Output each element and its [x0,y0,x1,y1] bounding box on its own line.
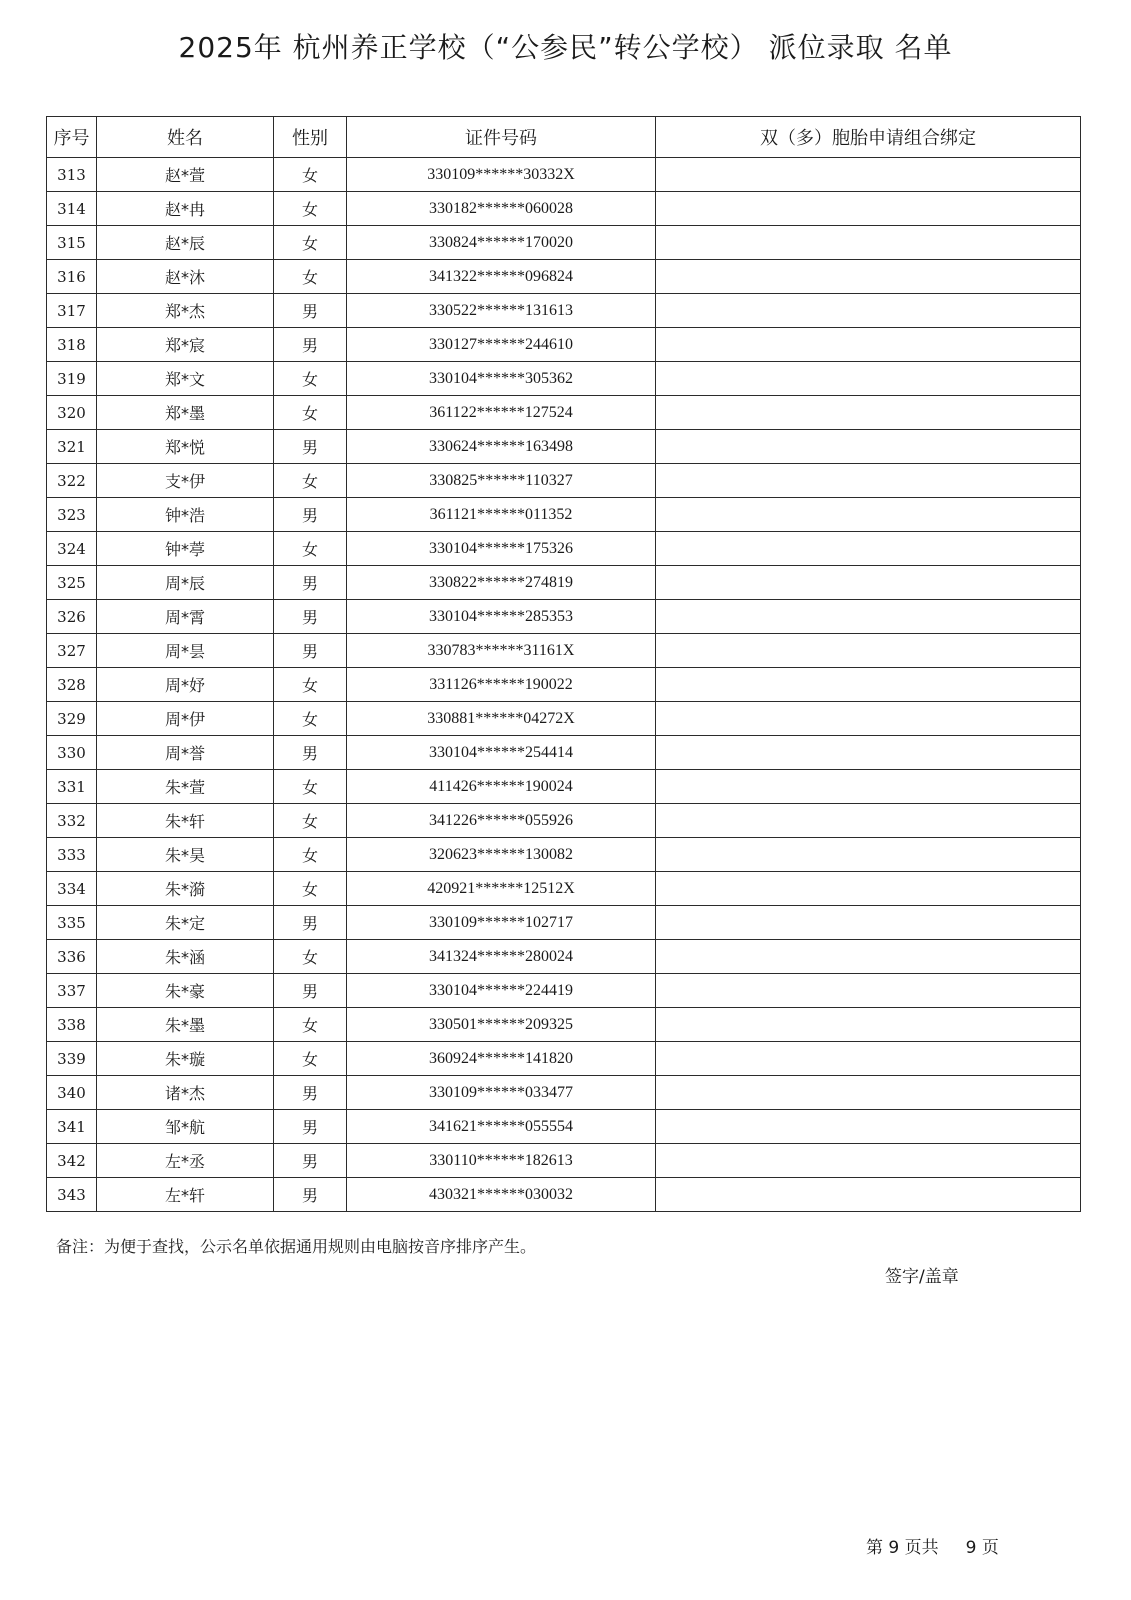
row-index: 334 [47,872,97,906]
row-name: 朱*墨 [97,1008,274,1042]
row-name: 赵*萱 [97,158,274,192]
row-id-number: 320623******130082 [347,838,656,872]
row-index: 328 [47,668,97,702]
row-gender: 男 [274,1110,347,1144]
row-index: 342 [47,1144,97,1178]
row-index: 321 [47,430,97,464]
row-twin-binding [656,940,1081,974]
row-name: 郑*宸 [97,328,274,362]
row-index: 343 [47,1178,97,1212]
header-twin-binding: 双（多）胞胎申请组合绑定 [656,117,1081,158]
row-id-number: 331126******190022 [347,668,656,702]
pager-middle: 页共 [904,1538,939,1558]
row-id-number: 330881******04272X [347,702,656,736]
row-twin-binding [656,226,1081,260]
row-id-number: 330109******102717 [347,906,656,940]
row-twin-binding [656,464,1081,498]
table-row [47,1076,1081,1110]
row-index: 326 [47,600,97,634]
table-row [47,600,1081,634]
row-gender: 女 [274,872,347,906]
row-name: 朱*定 [97,906,274,940]
footnote: 备注：为便于查找，公示名单依据通用规则由电脑按音序排序产生。 [56,1237,537,1256]
row-name: 周*昙 [97,634,274,668]
row-gender: 女 [274,396,347,430]
row-name: 郑*杰 [97,294,274,328]
table-row [47,464,1081,498]
row-twin-binding [656,600,1081,634]
table-row [47,1008,1081,1042]
row-name: 邹*航 [97,1110,274,1144]
row-gender: 女 [274,158,347,192]
row-index: 320 [47,396,97,430]
row-index: 313 [47,158,97,192]
row-name: 郑*墨 [97,396,274,430]
row-name: 朱*萱 [97,770,274,804]
row-twin-binding [656,974,1081,1008]
row-name: 周*妤 [97,668,274,702]
row-twin-binding [656,294,1081,328]
table-row [47,362,1081,396]
row-twin-binding [656,566,1081,600]
row-twin-binding [656,1008,1081,1042]
row-twin-binding [656,158,1081,192]
row-gender: 男 [274,1144,347,1178]
table-row [47,328,1081,362]
row-gender: 男 [274,974,347,1008]
row-id-number: 361121******011352 [347,498,656,532]
row-gender: 男 [274,1076,347,1110]
table-body [47,158,1081,1212]
row-index: 338 [47,1008,97,1042]
table-row [47,498,1081,532]
row-index: 330 [47,736,97,770]
table-row [47,226,1081,260]
row-twin-binding [656,838,1081,872]
row-name: 钟*浩 [97,498,274,532]
row-twin-binding [656,1076,1081,1110]
pager-total: 9 [965,1538,977,1558]
row-gender: 女 [274,532,347,566]
row-id-number: 330783******31161X [347,634,656,668]
row-index: 337 [47,974,97,1008]
row-index: 323 [47,498,97,532]
row-index: 318 [47,328,97,362]
row-name: 左*轩 [97,1178,274,1212]
row-gender: 男 [274,430,347,464]
row-twin-binding [656,668,1081,702]
row-id-number: 330109******033477 [347,1076,656,1110]
row-name: 朱*漪 [97,872,274,906]
row-id-number: 341621******055554 [347,1110,656,1144]
header-name: 姓名 [97,117,274,158]
row-gender: 女 [274,668,347,702]
table-row [47,430,1081,464]
row-id-number: 330522******131613 [347,294,656,328]
table-row [47,736,1081,770]
row-twin-binding [656,1178,1081,1212]
row-name: 朱*轩 [97,804,274,838]
row-twin-binding [656,906,1081,940]
row-index: 314 [47,192,97,226]
row-name: 赵*冉 [97,192,274,226]
row-gender: 女 [274,464,347,498]
row-index: 327 [47,634,97,668]
row-index: 322 [47,464,97,498]
row-id-number: 330127******244610 [347,328,656,362]
row-index: 325 [47,566,97,600]
row-id-number: 330825******110327 [347,464,656,498]
row-gender: 男 [274,600,347,634]
page-counter [866,1533,999,1558]
row-gender: 女 [274,1042,347,1076]
row-twin-binding [656,1110,1081,1144]
row-twin-binding [656,192,1081,226]
row-twin-binding [656,396,1081,430]
row-index: 340 [47,1076,97,1110]
row-id-number: 341322******096824 [347,260,656,294]
table-row [47,566,1081,600]
row-twin-binding [656,328,1081,362]
table-row [47,158,1081,192]
row-gender: 男 [274,1178,347,1212]
row-index: 333 [47,838,97,872]
row-twin-binding [656,702,1081,736]
table-row [47,396,1081,430]
row-gender: 男 [274,498,347,532]
row-twin-binding [656,532,1081,566]
row-id-number: 430321******030032 [347,1178,656,1212]
row-twin-binding [656,770,1081,804]
table-row [47,1110,1081,1144]
row-name: 钟*葶 [97,532,274,566]
row-gender: 女 [274,362,347,396]
row-id-number: 330624******163498 [347,430,656,464]
pager-current: 9 [888,1538,900,1558]
table-row [47,770,1081,804]
row-name: 赵*沐 [97,260,274,294]
row-twin-binding [656,634,1081,668]
row-id-number: 330104******175326 [347,532,656,566]
row-gender: 女 [274,838,347,872]
row-index: 332 [47,804,97,838]
table-row [47,702,1081,736]
row-index: 319 [47,362,97,396]
table-row [47,192,1081,226]
row-name: 朱*昊 [97,838,274,872]
table-row [47,872,1081,906]
table-row [47,838,1081,872]
row-gender: 男 [274,294,347,328]
row-id-number: 360924******141820 [347,1042,656,1076]
row-index: 329 [47,702,97,736]
row-name: 郑*悦 [97,430,274,464]
header-id-number: 证件号码 [347,117,656,158]
row-id-number: 361122******127524 [347,396,656,430]
table-row [47,804,1081,838]
row-gender: 女 [274,192,347,226]
row-gender: 男 [274,328,347,362]
row-name: 周*霄 [97,600,274,634]
pager-prefix: 第 [866,1538,883,1558]
row-id-number: 411426******190024 [347,770,656,804]
row-index: 336 [47,940,97,974]
row-twin-binding [656,872,1081,906]
row-gender: 女 [274,770,347,804]
row-twin-binding [656,362,1081,396]
row-twin-binding [656,260,1081,294]
row-index: 339 [47,1042,97,1076]
row-id-number: 330109******30332X [347,158,656,192]
row-name: 朱*涵 [97,940,274,974]
row-id-number: 330104******224419 [347,974,656,1008]
table-row [47,294,1081,328]
row-index: 316 [47,260,97,294]
row-name: 支*伊 [97,464,274,498]
row-index: 317 [47,294,97,328]
row-id-number: 330501******209325 [347,1008,656,1042]
row-name: 朱*豪 [97,974,274,1008]
signature-label: 签字/盖章 [885,1267,959,1287]
row-name: 朱*璇 [97,1042,274,1076]
header-index: 序号 [47,117,97,158]
row-index: 341 [47,1110,97,1144]
row-name: 周*辰 [97,566,274,600]
table-row [47,1144,1081,1178]
row-id-number: 341324******280024 [347,940,656,974]
row-id-number: 330104******305362 [347,362,656,396]
row-index: 315 [47,226,97,260]
row-name: 郑*文 [97,362,274,396]
row-id-number: 330110******182613 [347,1144,656,1178]
row-id-number: 330104******285353 [347,600,656,634]
row-gender: 女 [274,1008,347,1042]
row-twin-binding [656,1144,1081,1178]
row-name: 左*丞 [97,1144,274,1178]
row-twin-binding [656,498,1081,532]
row-gender: 男 [274,906,347,940]
table-row [47,668,1081,702]
row-gender: 女 [274,702,347,736]
row-index: 335 [47,906,97,940]
row-gender: 女 [274,260,347,294]
row-index: 324 [47,532,97,566]
table-row [47,1178,1081,1212]
row-id-number: 330182******060028 [347,192,656,226]
row-name: 诸*杰 [97,1076,274,1110]
row-gender: 女 [274,226,347,260]
row-id-number: 420921******12512X [347,872,656,906]
row-index: 331 [47,770,97,804]
row-name: 赵*辰 [97,226,274,260]
table-header-row [47,117,1081,158]
page-title: 2025年 杭州养正学校（“公参民”转公学校） 派位录取 名单 [178,31,953,64]
row-id-number: 330824******170020 [347,226,656,260]
row-twin-binding [656,736,1081,770]
row-gender: 男 [274,566,347,600]
row-twin-binding [656,804,1081,838]
row-twin-binding [656,430,1081,464]
table-row [47,974,1081,1008]
table-row [47,634,1081,668]
row-name: 周*伊 [97,702,274,736]
row-twin-binding [656,1042,1081,1076]
pager-suffix: 页 [981,1538,999,1558]
row-name: 周*誉 [97,736,274,770]
row-id-number: 341226******055926 [347,804,656,838]
admission-table [46,116,1081,1212]
row-gender: 女 [274,804,347,838]
table-row [47,940,1081,974]
row-id-number: 330822******274819 [347,566,656,600]
table-row [47,260,1081,294]
row-gender: 女 [274,940,347,974]
row-gender: 男 [274,736,347,770]
table-row [47,532,1081,566]
table-row [47,906,1081,940]
table-row [47,1042,1081,1076]
row-id-number: 330104******254414 [347,736,656,770]
header-gender: 性别 [274,117,347,158]
row-gender: 男 [274,634,347,668]
